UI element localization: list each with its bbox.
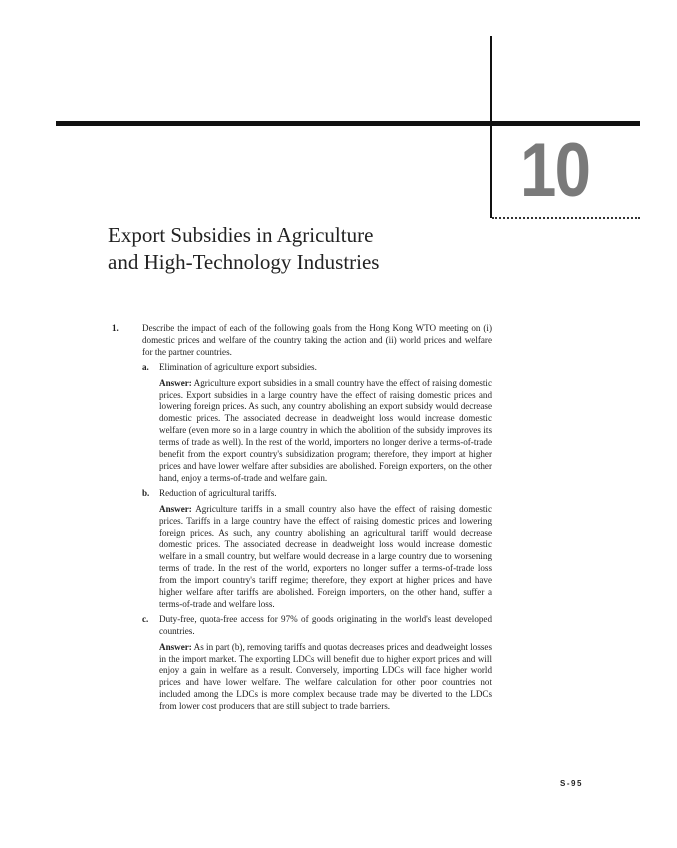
question-item-c <box>142 614 492 713</box>
question <box>112 323 492 359</box>
vertical-rule <box>490 36 492 218</box>
answer-label: Answer: <box>159 641 192 652</box>
question-item-b <box>142 488 492 611</box>
page-number: S-95 <box>560 779 583 788</box>
dotted-rule <box>492 217 640 219</box>
item-letter: a. <box>142 361 149 372</box>
header-rule <box>56 121 640 126</box>
answer-text: Agriculture export subsidies in a small country have the effect of raising domestic prices. Export subsidies in a large country have the effect of raising domestic prices and lowering foreign prices. As such, any country abolishing an export subsidy would decrease domestic prices. The associated decrease in deadweight loss would increase domestic welfare (even more so in a large country in which the abolition of the subsidy improves its terms of trade as well). In the rest of the world, importers no longer derive a terms-of-trade benefit from the export country's subsidization program; therefore, they import at higher prices and have lower welfare after subsidies are abolished. Foreign exporters, on the other hand, enjoy a terms-of-trade and welfare gain. <box>159 377 492 483</box>
chapter-title-line-1: Export Subsidies in Agriculture <box>108 223 374 247</box>
answer-label: Answer: <box>159 377 192 388</box>
item-text: Reduction of agricultural tariffs. <box>159 487 277 498</box>
answer-text: As in part (b), removing tariffs and quotas decreases prices and deadweight losses in the import market. The exporting LDCs will benefit due to higher export prices and will enjoy a gain in welfare as a result. Conversely, importing LDCs will face higher world prices and have lower welfare. The welfare calculation for other poor countries not included among the LDCs is more complex because trade may be diverted to the LDCs from lower cost producers that are still subject to trade barriers. <box>159 641 492 712</box>
chapter-title <box>108 222 468 276</box>
question-block <box>112 323 492 713</box>
answer-label: Answer: <box>159 503 192 514</box>
item-letter: b. <box>142 487 150 498</box>
answer-text: Agriculture tariffs in a small country also have the effect of raising domestic prices. Tariffs in a large country have the effect of raising domestic prices and lowering foreign prices. As such, any country abolishing an agricultural tariff would decrease domestic prices. The associated decrease in deadweight loss would increase domestic welfare in a small country, but welfare would decrease in a large country due to worsening terms of trade. In the rest of the world, exporters no longer suffer a terms-of-trade loss from the import country's tariff regime; therefore, they export at higher prices and have higher welfare after tariffs are abolished. Foreign importers, on the other hand, suffer a terms-of-trade and welfare loss. <box>159 503 492 609</box>
item-text: Duty-free, quota-free access for 97% of goods originating in the world's least developed countries. <box>159 613 492 636</box>
question-text: Describe the impact of each of the following goals from the Hong Kong WTO meeting on (i) domestic prices and welfare of the country taking the action and (ii) world prices and welfare for the partner countries. <box>142 323 492 357</box>
answer-paragraph <box>159 504 492 611</box>
question-item-a <box>142 362 492 485</box>
item-letter: c. <box>142 613 149 624</box>
item-text: Elimination of agriculture export subsidies. <box>159 361 317 372</box>
chapter-title-line-2: and High-Technology Industries <box>108 250 380 274</box>
answer-paragraph <box>159 642 492 713</box>
chapter-number: 10 <box>520 128 590 213</box>
answer-paragraph <box>159 378 492 485</box>
question-number: 1. <box>112 323 119 333</box>
